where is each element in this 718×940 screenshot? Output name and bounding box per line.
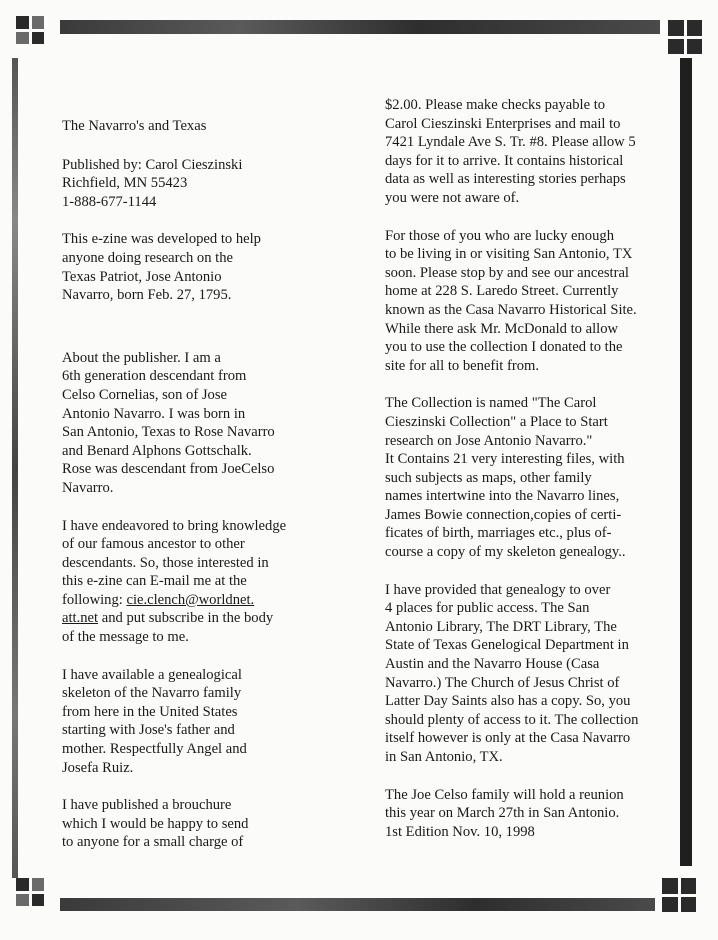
left-column <box>62 117 342 871</box>
subscribe-paragraph <box>62 517 342 647</box>
subscribe-text-post: and put subscribe in the body of the message to me. <box>62 610 274 646</box>
publisher-info: Published by: Carol Cieszinski Richfield, MN 55423 1-888-677-1144 <box>62 156 243 210</box>
bottom-border <box>60 898 655 911</box>
newsletter-title: The Navarro's and Texas <box>62 118 207 134</box>
price-paragraph: $2.00. Please make checks payable to Carol Cieszinski Enterprises and mail to 7421 Lyndale Ave S. Tr. #8. Please allow 5 days for it to arrive. It contains historical data as well as interesting stories perhaps you were not aware of. <box>385 97 636 206</box>
brochure-paragraph: I have published a brouchure which I would be happy to send to anyone for a small charge of <box>62 797 249 851</box>
provided-paragraph: I have provided that genealogy to over 4 places for public access. The San Antonio Library, The DRT Library, The State of Texas Genelogical Department in Austin and the Navarro House (Casa Navarro.) The Church of Jesus Christ of Latter Day Saints also has a copy. So, you should plenty of access to it. The collection itself however is only at the Casa Navarro in San Antonio, TX. <box>385 581 639 765</box>
corner-ornament-bottom-right <box>662 878 696 912</box>
right-border <box>680 58 692 866</box>
email-link-part1[interactable]: cie.clench@worldnet. <box>126 591 255 608</box>
corner-ornament-bottom-left <box>16 878 44 906</box>
right-column <box>385 96 675 860</box>
reunion-paragraph: The Joe Celso family will hold a reunion this year on March 27th in San Antonio. 1st Edition Nov. 10, 1998 <box>385 786 624 840</box>
collection-paragraph: The Collection is named "The Carol Cieszinski Collection" a Place to Start research on Jose Antonio Navarro." It Contains 21 very interesting files, with such subjects as maps, other family names intertwine into the Navarro lines, James Bowie connection,copies of certi- ficates of birth, marriages etc., plus of- course a copy of my skeleton genealogy.. <box>385 395 626 561</box>
left-border <box>12 58 18 878</box>
about-paragraph: About the publisher. I am a 6th generation descendant from Celso Cornelias, son of Jose Antonio Navarro. I was born in San Antonio, Texas to Rose Navarro and Benard Alphons Gottschalk. Rose was descendant from JoeCelso Navarro. <box>62 349 275 496</box>
corner-ornament-top-left <box>16 16 44 44</box>
corner-ornament-top-right <box>668 20 702 54</box>
top-border <box>60 20 660 34</box>
skeleton-paragraph: I have available a genealogical skeleton of the Navarro family from here in the United States starting with Jose's father and mother. Respectfully Angel and Josefa Ruiz. <box>62 666 247 776</box>
intro-paragraph: This e-zine was developed to help anyone doing research on the Texas Patriot, Jose Antonio Navarro, born Feb. 27, 1795. <box>62 231 261 304</box>
email-link-part2[interactable]: att.net <box>62 610 99 627</box>
subscribe-text-pre: I have endeavored to bring knowledge of our famous ancestor to other descendants. So, those interested in this e-zine can E-mail me at the following: <box>62 517 287 608</box>
visit-paragraph: For those of you who are lucky enough to be living in or visiting San Antonio, TX soon. Please stop by and see our ancestral home at 228 S. Laredo Street. Currently known as the Casa Navarro Historical Site. While there ask Mr. McDonald to allow you to use the collection I donated to the site for all to benefit from. <box>385 227 637 374</box>
